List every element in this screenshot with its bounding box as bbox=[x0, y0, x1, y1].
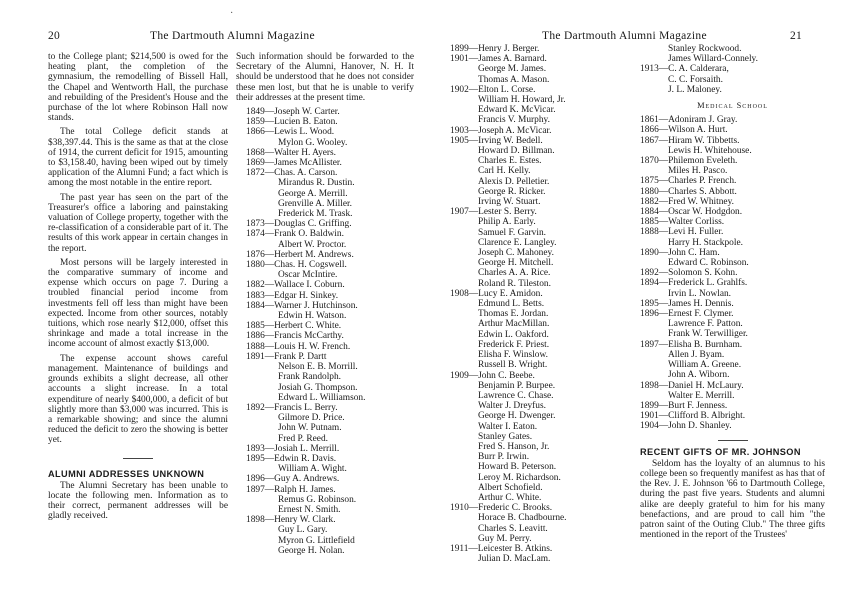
list-item: 1898—Henry W. Clark. bbox=[246, 515, 336, 526]
list-item: 1903—Joseph A. McVicar. bbox=[450, 125, 552, 136]
address-list bbox=[236, 107, 414, 556]
address-list bbox=[640, 115, 825, 431]
list-item: 1880—Chas. H. Cogswell. bbox=[246, 260, 347, 271]
list-item: Frederick F. Priest. bbox=[478, 339, 550, 350]
list-item: Gilmore D. Price. bbox=[278, 413, 345, 424]
list-item: Mirandus R. Dustin. bbox=[278, 178, 355, 189]
list-item: Fred P. Reed. bbox=[278, 433, 328, 444]
list-item: 1868—Walter H. Ayers. bbox=[246, 147, 337, 158]
list-item: Burr P. Irwin. bbox=[478, 452, 530, 463]
list-item: Howard D. Billman. bbox=[478, 146, 555, 157]
list-item: Remus G. Robinson. bbox=[278, 494, 357, 505]
list-item: Allen J. Byam. bbox=[668, 349, 725, 360]
list-item: Russell B. Wright. bbox=[478, 360, 548, 371]
list-item: Irving W. Stuart. bbox=[478, 197, 541, 208]
list-item: 1874—Frank O. Baldwin. bbox=[246, 229, 344, 240]
list-item: Miles H. Pasco. bbox=[668, 166, 728, 177]
paragraph: The Alumni Secretary has been unable to locate the following men. Information as to their correct, permanent addresses will be gladly received. bbox=[48, 480, 228, 522]
list-item: 1895—Edwin R. Davis. bbox=[246, 453, 337, 464]
left-column-1 bbox=[48, 52, 228, 522]
list-item: Josiah G. Thompson. bbox=[278, 382, 358, 393]
list-item: Julian D. MacLam. bbox=[478, 554, 551, 565]
list-item: George H. Mitchell. bbox=[478, 258, 554, 269]
list-item: Horace B. Chadbourne. bbox=[478, 513, 567, 524]
list-item: Edward C. Robinson. bbox=[668, 258, 749, 269]
list-item: Frederick M. Trask. bbox=[278, 209, 353, 220]
subhead-medical-school: Medical School bbox=[697, 101, 768, 111]
section-title-addresses: ALUMNI ADDRESSES UNKNOWN bbox=[48, 468, 205, 479]
list-item: George A. Merrill. bbox=[278, 188, 348, 199]
list-item: Charles E. Estes. bbox=[478, 156, 542, 167]
list-item: 1875—Charles P. French. bbox=[640, 176, 737, 187]
list-item: Lewis H. Whitehouse. bbox=[668, 145, 752, 156]
list-item: George H. Nolan. bbox=[278, 545, 345, 556]
list-item: 1901—Clifford B. Albright. bbox=[640, 411, 746, 422]
list-item: 1892—Francis L. Berry. bbox=[246, 402, 338, 413]
list-item: 1885—Herbert C. White. bbox=[246, 321, 342, 332]
list-item: Mylon G. Wooley. bbox=[278, 137, 348, 148]
list-item: 1907—Lester S. Berry. bbox=[450, 207, 537, 218]
list-item: 1866—Lewis L. Wood. bbox=[246, 127, 335, 138]
list-item: Irvin L. Nowlan. bbox=[668, 288, 732, 299]
list-item: 1890—John C. Ham. bbox=[640, 247, 720, 258]
scan-mark: · bbox=[230, 8, 234, 19]
list-item: 1888—Louis H. W. French. bbox=[246, 341, 351, 352]
list-item: 1898—Daniel H. McLaury. bbox=[640, 380, 744, 391]
page-number-left: 20 bbox=[48, 30, 61, 42]
list-item: 1896—Ernest F. Clymer. bbox=[640, 309, 734, 320]
address-list bbox=[640, 44, 825, 95]
list-item: C. C. Forsaith. bbox=[668, 74, 723, 85]
list-item: 1913—C. A. Calderara, bbox=[640, 64, 729, 75]
list-item: Francis V. Murphy. bbox=[478, 115, 550, 126]
list-item: 1894—Frederick L. Grahlfs. bbox=[640, 278, 748, 289]
list-item: 1882—Fred W. Whitney. bbox=[640, 196, 735, 207]
paragraph: The expense account shows careful management. Maintenance of buildings and grounds exhibits a slight decrease, all other accounts a slight increase. In a total expenditure of nearly $400,000, a deficit of but slightly more than $3,000 was incurred. This is a remarkable showing; and since the alumni reduced the deficit to zero the showing is better yet. bbox=[48, 353, 228, 446]
paragraph: Such information should be forwarded to the Secretary of the Alumni, Hanover, N. H. It should be understood that he does not consider these men lost, but that he is unable to verify their addresses at the present time. bbox=[236, 52, 414, 103]
list-item: 1908—Lucy E. Amidon. bbox=[450, 288, 543, 299]
list-item: 1869—James McAllister. bbox=[246, 158, 342, 169]
list-item: 1897—Elisha B. Burnham. bbox=[640, 339, 743, 350]
list-item: William A. Greene. bbox=[668, 360, 742, 371]
section-title-gifts: RECENT GIFTS OF MR. JOHNSON bbox=[640, 446, 801, 457]
list-item: 1905—Irving W. Bedell. bbox=[450, 135, 543, 146]
list-item: 1893—Josiah L. Merrill. bbox=[246, 443, 340, 454]
list-item: 1885—Walter Corliss. bbox=[640, 217, 725, 228]
list-item: Harry H. Stackpole. bbox=[668, 237, 743, 248]
list-item: Edmund L. Betts. bbox=[478, 299, 545, 310]
list-item: J. L. Maloney. bbox=[668, 84, 722, 95]
list-item: 1892—Solomon S. Kohn. bbox=[640, 268, 738, 279]
list-item: Walter J. Dreyfus. bbox=[478, 401, 546, 412]
list-item: James Willard-Connely. bbox=[668, 54, 758, 65]
list-item: George M. James. bbox=[478, 64, 547, 75]
list-item: Grenville A. Miller. bbox=[278, 198, 352, 209]
paragraph: Most persons will be largely interested in the comparative summary of income and expense which occurs on page 7. During a troubled financial period income from investments fell off less than might have been expected. Income from other sources, notably tuitions, which rose nearly $12,000, offset this shrinkage and made a total increase in the income account of almost exactly $13,000. bbox=[48, 257, 228, 350]
list-item: Walter I. Eaton. bbox=[478, 421, 538, 432]
list-item: Edward K. McVicar. bbox=[478, 105, 556, 116]
list-item: William A. Wight. bbox=[278, 464, 347, 475]
page-number-right: 21 bbox=[790, 30, 803, 42]
list-item: Thomas E. Jordan. bbox=[478, 309, 549, 320]
list-item: Nelson E. B. Morrill. bbox=[278, 362, 358, 373]
list-item: Philip A. Early. bbox=[478, 217, 536, 228]
paragraph: The total College deficit stands at $38,397.44. This is the same as that at the close of 1914, the current deficit for 1915, amounting to $3,158.40, having been wiped out by timely application of the Alumni Fund; a fact which is among the most notable in the entire report. bbox=[48, 127, 228, 189]
list-item: Arthur C. White. bbox=[478, 492, 542, 503]
list-item: Thomas A. Mason. bbox=[478, 74, 550, 85]
list-item: George R. Ricker. bbox=[478, 186, 546, 197]
list-item: Roland R. Tileston. bbox=[478, 278, 551, 289]
right-column-1 bbox=[450, 44, 635, 564]
list-item: 1866—Wilson A. Hurt. bbox=[640, 125, 728, 136]
list-item: 1880—Charles S. Abbott. bbox=[640, 186, 737, 197]
list-item: 1891—Frank P. Dartt bbox=[246, 351, 327, 362]
list-item: 1849—Joseph W. Carter. bbox=[246, 107, 340, 118]
list-item: Alexis D. Pelletier. bbox=[478, 176, 550, 187]
list-item: Walter E. Merrill. bbox=[668, 390, 735, 401]
list-item: Stanley Gates. bbox=[478, 431, 533, 442]
list-item: Samuel F. Garvin. bbox=[478, 227, 546, 238]
list-item: 1911—Leicester B. Atkins. bbox=[450, 543, 553, 554]
running-title-right: The Dartmouth Alumni Magazine bbox=[542, 30, 707, 42]
list-item: Clarence E. Langley. bbox=[478, 237, 557, 248]
list-item: Myron G. Littlefield bbox=[278, 535, 355, 546]
divider bbox=[123, 458, 153, 459]
list-item: Edwin H. Watson. bbox=[278, 311, 347, 322]
list-item: Fred S. Hanson, Jr. bbox=[478, 441, 550, 452]
list-item: Lawrence C. Chase. bbox=[478, 390, 554, 401]
right-column-2 bbox=[640, 44, 825, 540]
list-item: 1861—Adoniram J. Gray. bbox=[640, 115, 738, 126]
list-item: Ernest N. Smith. bbox=[278, 504, 341, 515]
list-item: Albert W. Proctor. bbox=[278, 239, 347, 250]
list-item: Lawrence F. Patton. bbox=[668, 319, 743, 330]
list-item: 1872—Chas. A. Carson. bbox=[246, 168, 338, 179]
list-item: 1884—Oscar W. Hodgdon. bbox=[640, 207, 743, 218]
list-item: William H. Howard, Jr. bbox=[478, 95, 566, 106]
list-item: 1910—Frederic C. Brooks. bbox=[450, 503, 553, 514]
list-item: Oscar McIntire. bbox=[278, 270, 338, 281]
list-item: Frank Randolph. bbox=[278, 372, 342, 383]
list-item: George H. Dwenger. bbox=[478, 411, 556, 422]
list-item: Benjamin P. Burpee. bbox=[478, 380, 556, 391]
list-item: 1899—Henry J. Berger. bbox=[450, 44, 540, 54]
list-item: Carl H. Kelly. bbox=[478, 166, 531, 177]
list-item: 1870—Philemon Eveleth. bbox=[640, 156, 738, 167]
list-item: 1896—Guy A. Andrews. bbox=[246, 474, 340, 485]
list-item: 1904—John D. Shanley. bbox=[640, 421, 732, 432]
list-item: 1873—Douglas C. Griffing. bbox=[246, 219, 352, 230]
list-item: 1867—Hiram W. Tibbetts. bbox=[640, 135, 740, 146]
list-item: Albert Schofield. bbox=[478, 482, 543, 493]
list-item: Charles A. A. Rice. bbox=[478, 268, 551, 279]
list-item: 1884—Warner J. Hutchinson. bbox=[246, 300, 358, 311]
list-item: John W. Putnam. bbox=[278, 423, 342, 434]
paragraph: Seldom has the loyalty of an alumnus to his college been so frequently manifest as has that of the Rev. J. E. Johnson '66 to Dartmouth College, during the past five years. Students and alumni alike are deeply grateful to him for his many benefactions, and are proud to call him "the patron saint of the Outing Club." The three gifts mentioned in the report of the Trustees' bbox=[640, 458, 825, 541]
list-item: Edwin L. Oakford. bbox=[478, 329, 549, 340]
left-column-2 bbox=[236, 52, 414, 556]
list-item: John A. Wiborn. bbox=[668, 370, 730, 381]
list-item: Guy M. Perry. bbox=[478, 533, 532, 544]
list-item: 1859—Lucien B. Eaton. bbox=[246, 117, 338, 128]
list-item: Howard B. Peterson. bbox=[478, 462, 557, 473]
list-item: 1901—James A. Barnard. bbox=[450, 54, 547, 65]
list-item: Elisha F. Winslow. bbox=[478, 350, 548, 361]
list-item: 1902—Elton L. Corse. bbox=[450, 84, 536, 95]
list-item: 1888—Levi H. Fuller. bbox=[640, 227, 724, 238]
list-item: Edward L. Williamson. bbox=[278, 392, 366, 403]
address-list bbox=[450, 44, 635, 564]
list-item: 1899—Burt F. Jenness. bbox=[640, 400, 728, 411]
list-item: Joseph C. Mahoney. bbox=[478, 248, 554, 259]
right-page bbox=[430, 0, 852, 600]
list-item: Frank W. Terwilliger. bbox=[668, 329, 748, 340]
paragraph: The past year has seen on the part of the Treasurer's office a laboring and painstaking valuation of College property, together with the re-classification of a considerable part of it. The results of this work appear in certain changes in the report. bbox=[48, 192, 228, 254]
list-item: 1886—Francis McCarthy. bbox=[246, 331, 344, 342]
list-item: 1897—Ralph H. James. bbox=[246, 484, 336, 495]
list-item: Leroy M. Richardson. bbox=[478, 472, 561, 483]
list-item: 1895—James H. Dennis. bbox=[640, 298, 734, 309]
list-item: Guy L. Gary. bbox=[278, 525, 328, 536]
list-item: 1876—Herbert M. Andrews. bbox=[246, 249, 354, 260]
paragraph: to the College plant; $214,500 is owed for the heating plant, the completion of the gymnasium, the remodelling of Bissell Hall, the Chapel and Wentworth Hall, the purchase and rebuilding of the President's House and the purchase of the lot where Robinson Hall now stands. bbox=[48, 52, 228, 124]
divider bbox=[718, 440, 748, 441]
list-item: Stanley Rockwood. bbox=[668, 44, 742, 54]
list-item: 1909—John C. Beebe. bbox=[450, 370, 535, 381]
left-header bbox=[0, 30, 430, 46]
list-item: 1883—Edgar H. Sinkey. bbox=[246, 290, 339, 301]
list-item: Charles S. Leavitt. bbox=[478, 523, 548, 534]
list-item: 1882—Wallace I. Coburn. bbox=[246, 280, 345, 291]
list-item: Arthur MacMillan. bbox=[478, 319, 550, 330]
running-title-left: The Dartmouth Alumni Magazine bbox=[150, 30, 315, 42]
